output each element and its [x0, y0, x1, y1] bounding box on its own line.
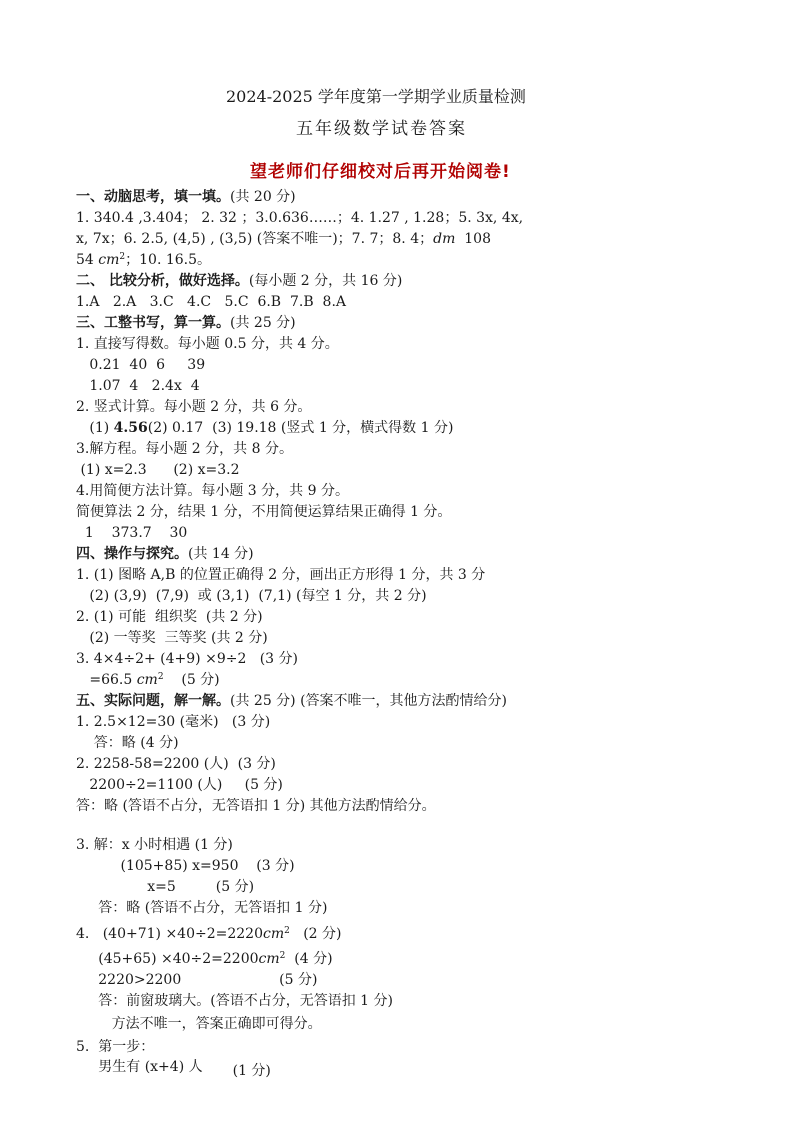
- section-3-score: (共 25 分): [230, 315, 296, 331]
- section-1-line-2-text: x, 7x；6. 2.5, (4,5) , (3,5) (答案不唯一)；7. 7；8. 4；: [76, 231, 434, 247]
- section-3-line-5-rest: (2) 0.17 (3) 19.18 (竖式 1 分，横式得数 1 分): [147, 420, 454, 436]
- section-3-line-1: 1. 直接写得数。每小题 0.5 分，共 4 分。: [76, 336, 339, 352]
- section-5-line-14: 方法不唯一，答案正确即可得分。: [76, 1016, 322, 1032]
- item-1-label: (1): [76, 420, 110, 436]
- section-1-line-2: [76, 230, 491, 248]
- section-4-line-1: 1. (1) 图略 A,B 的位置正确得 2 分，画出正方形得 1 分，共 3 分: [76, 567, 486, 583]
- exam-subtitle: 五年级数学试卷答案: [296, 119, 467, 139]
- answer-54: 54: [76, 252, 94, 268]
- section-1-heading-line: [76, 188, 296, 206]
- section-1-line-2-tail: 108: [455, 231, 491, 247]
- section-4-score: (共 14 分): [188, 546, 254, 562]
- section-5-heading-line: [76, 692, 507, 710]
- section-3-line-3: 1.07 4 2.4x 4: [76, 378, 200, 394]
- section-5-heading: 五、实际问题，解一解。: [76, 693, 230, 709]
- section-5-line-5: 答：略 (答语不占分，无答语扣 1 分) 其他方法酌情给分。: [76, 798, 436, 814]
- formula-1: 4. (40+71) ×40÷2=2220: [76, 926, 263, 942]
- cm-unit: cm: [98, 252, 120, 268]
- section-3-line-10: 1 373.7 30: [76, 525, 188, 541]
- section-5-line-16: [76, 1058, 271, 1079]
- section-5-line-15: 5. 第一步：: [76, 1039, 155, 1055]
- score-note: (1 分): [232, 1063, 271, 1079]
- section-5-line-13: 答：前窗玻璃大。(答语不占分，无答语扣 1 分): [76, 993, 393, 1009]
- section-5-line-6: 3. 解：x 小时相遇 (1 分): [76, 837, 233, 853]
- section-3-line-2: 0.21 40 6 39: [76, 357, 206, 373]
- section-5-line-2: 答：略 (4 分): [76, 735, 179, 751]
- section-1-line-1: 1. 340.4 ,3.404； 2. 32 ；3.0.636……；4. 1.27 , 1.28；5. 3x, 4x,: [76, 210, 524, 226]
- section-4-line-5: 3. 4×4÷2+ (4+9) ×9÷2 (3 分): [76, 651, 298, 667]
- section-5-line-4: 2200÷2=1100 (人) (5 分): [76, 777, 283, 793]
- section-4-heading: 四、操作与探究。: [76, 546, 188, 562]
- section-4-line-6: [76, 671, 220, 689]
- section-2-heading: 二、 比较分析，做好选择。: [76, 273, 249, 289]
- section-3-line-4: 2. 竖式计算。每小题 2 分，共 6 分。: [76, 399, 312, 415]
- section-4-heading-line: [76, 545, 254, 563]
- boys-count: 男生有 (x+4) 人: [76, 1059, 203, 1075]
- score-note: (5 分): [163, 672, 220, 688]
- section-2-answers: 1.A 2.A 3.C 4.C 5.C 6.B 7.B 8.A: [76, 294, 347, 310]
- formula-2: (45+65) ×40÷2=2200: [76, 951, 259, 967]
- cm-unit: cm: [136, 672, 158, 688]
- section-4-line-2: (2) (3,9) (7,9) 或 (3,1) (7,1) (每空 1 分，共 2 分): [76, 588, 427, 604]
- section-3-line-5: [76, 419, 453, 437]
- section-3-heading-line: [76, 314, 296, 332]
- section-3-line-7: (1) x=2.3 (2) x=3.2: [76, 462, 240, 478]
- section-5-line-9: 答：略 (答语不占分，无答语扣 1 分): [76, 900, 328, 916]
- section-3-line-6: 3.解方程。每小题 2 分，共 8 分。: [76, 441, 293, 457]
- section-3-line-8: 4.用简便方法计算。每小题 3 分，共 9 分。: [76, 483, 349, 499]
- section-3-line-9: 简便算法 2 分，结果 1 分，不用简便运算结果正确得 1 分。: [76, 504, 452, 520]
- section-3-heading: 三、工整书写，算一算。: [76, 315, 230, 331]
- section-5-line-10: [76, 925, 341, 943]
- section-5-score: (共 25 分) (答案不唯一，其他方法酌情给分): [230, 693, 508, 709]
- unit-exponent: 2: [157, 672, 164, 682]
- unit-exponent: 2: [284, 926, 290, 936]
- cm-unit: cm: [258, 951, 280, 967]
- dm-unit: dm: [433, 231, 456, 247]
- section-2-score: (每小题 2 分，共 16 分): [248, 273, 403, 289]
- exam-title: 2024-2025 学年度第一学期学业质量检测: [226, 87, 526, 106]
- section-5-line-7: (105+85) x=950 (3 分): [76, 858, 295, 874]
- score-note: (4 分): [285, 951, 333, 967]
- answer-4-56: 4.56: [113, 420, 148, 436]
- section-1-score: (共 20 分): [230, 189, 296, 205]
- section-5-line-3: 2. 2258-58=2200 (人) (3 分): [76, 756, 276, 772]
- unit-exponent: 2: [279, 951, 286, 961]
- area-result: =66.5: [76, 672, 137, 688]
- unit-exponent: 2: [119, 252, 126, 262]
- section-1-heading: 一、动脑思考，填一填。: [76, 189, 230, 205]
- section-4-line-4: (2) 一等奖 三等奖 (共 2 分): [76, 630, 268, 646]
- section-2-heading-line: [76, 272, 402, 290]
- score-note: (2 分): [289, 926, 342, 942]
- section-1-line-3: [76, 251, 211, 269]
- section-1-line-3-tail: ；10. 16.5。: [125, 252, 212, 268]
- section-5-line-11: [76, 950, 333, 968]
- section-5-line-12: 2220>2200 (5 分): [76, 972, 318, 988]
- section-5-line-8: x=5 (5 分): [76, 879, 255, 895]
- section-4-line-3: 2. (1) 可能 组织奖 (共 2 分): [76, 609, 263, 625]
- cm-unit: cm: [262, 926, 285, 942]
- grader-warning: 望老师们仔细校对后再开始阅卷!: [250, 162, 511, 182]
- section-5-line-1: 1. 2.5×12=30 (毫米) (3 分): [76, 714, 271, 730]
